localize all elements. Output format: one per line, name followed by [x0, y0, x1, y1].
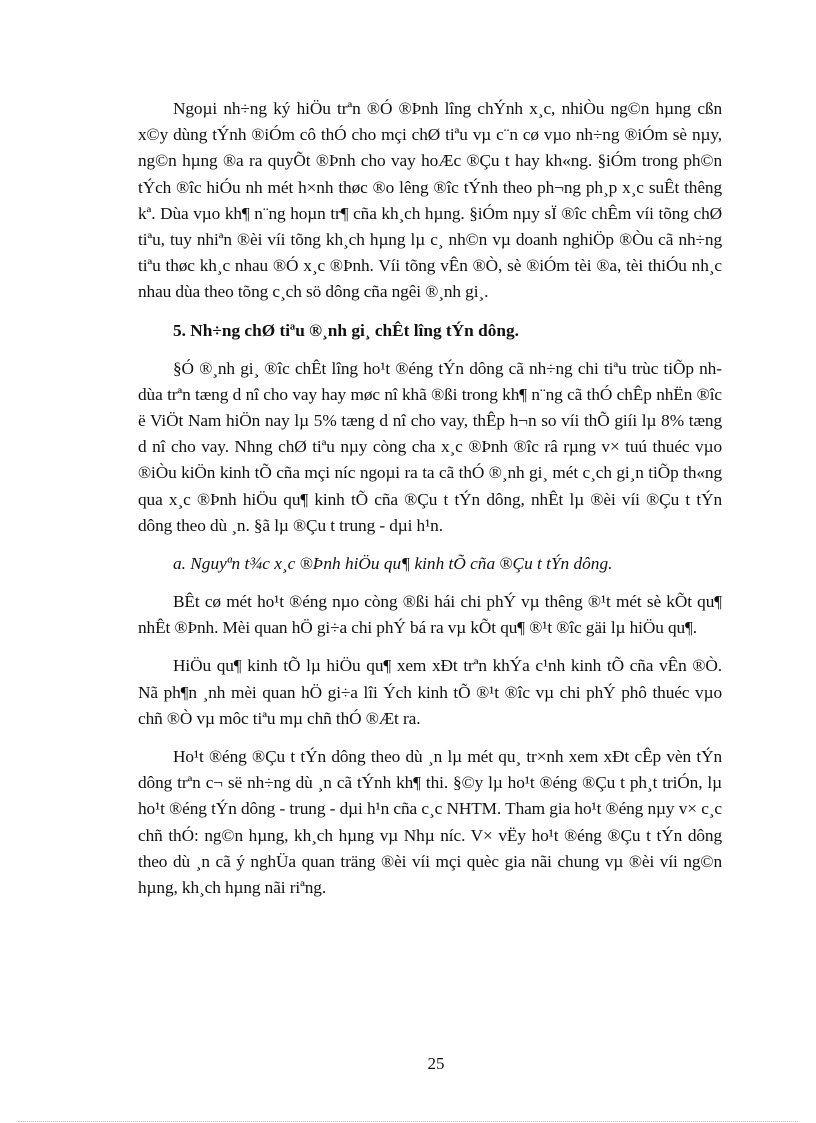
paragraph-credit-quality-evaluation: §Ó ®¸nh gi¸ ®îc chÊt lîng ho¹t ®éng tÝn dông cã nh÷ng chi tiªu trùc tiÕp nh dùa trªn tæng d nî cho vay hay møc nî khã ®ßi trong kh¶ n¨ng cã thÓ chÊp nhËn ®îc ë ViÖt Nam hiÖn nay lµ 5% tæng d nî cho vay, thÊp h¬n so víi thÕ giíi lµ 8% tæng d nî cho vay. Nhng chØ tiªu nµy còng cha x¸c ®Þnh ®îc râ rµng v× tuú thuéc vµo ®iÒu kiÖn kinh tÕ cña mçi níc ngoµi ra ta cã thÓ ®¸nh gi¸ mét c¸ch gi¸n tiÕp th«ng qua x¸c ®Þnh hiÖu qu¶ kinh tÕ cña ®Çu t tÝn dông, nhÊt lµ ®èi víi ®Çu t tÝn dông theo dù ¸n. §ã lµ ®Çu t trung - dµi h¹n.: [138, 358, 722, 535]
section-heading-credit-quality-indicators: 5. Nh÷ng chØ tiªu ®¸nh gi¸ chÊt lîng tÝn dông.: [173, 320, 519, 340]
page-number: 25: [427, 1054, 445, 1073]
page-bottom-divider: [18, 1121, 798, 1122]
subsection-heading-efficiency-principles: a. Nguyªn t¾c x¸c ®Þnh hiÖu qu¶ kinh tÕ cña ®Çu t tÝn dông.: [173, 554, 613, 574]
paragraph-cost-result-relation: BÊt cø mét ho¹t ®éng nµo còng ®ßi hái chi phÝ vµ thêng ®¹t mét sè kÕt qu¶ nhÊt ®Þnh. Mèi quan hÖ gi÷a chi phÝ bá ra vµ kÕt qu¶ ®¹t ®îc gäi lµ hiÖu qu¶.: [138, 592, 722, 638]
paragraph-project-credit-investment: Ho¹t ®éng ®Çu t tÝn dông theo dù ¸n lµ mét qu¸ tr×nh xem xÐt cÊp vèn tÝn dông trªn c¬ së nh÷ng dù ¸n cã tÝnh kh¶ thi. §©y lµ ho¹t ®éng ®Çu t ph¸t triÓn, lµ ho¹t ®éng tÝn dông - trung - dµi h¹n cña c¸c NHTM. Tham gia ho¹t ®éng nµy v× c¸c chñ thÓ: ng©n hµng, kh¸ch hµng vµ Nhµ níc. V× vËy ho¹t ®éng ®Çu t tÝn dông theo dù ¸n cã ý nghÜa quan träng ®èi víi mçi quèc gia nãi chung vµ ®èi víi ng©n hµng, kh¸ch hµng nãi riªng.: [138, 747, 722, 898]
page-content: [138, 96, 722, 913]
paragraph-economic-efficiency: HiÖu qu¶ kinh tÕ lµ hiÖu qu¶ xem xÐt trªn khÝa c¹nh kinh tÕ cña vÊn ®Ò. Nã ph¶n ¸nh mèi quan hÖ gi÷a lîi Ých kinh tÕ ®¹t ®îc vµ chi phÝ phô thuéc vµo chñ ®Ò vµ môc tiªu mµ chñ thÓ ®Æt ra.: [138, 656, 722, 728]
paragraph-scoring-methods: Ngoµi nh÷ng ký hiÖu trªn ®Ó ®Þnh lîng chÝnh x¸c, nhiÒu ng©n hµng cßn x©y dùng tÝnh ®iÓm cô thÓ cho mçi chØ tiªu vµ c¨n cø vµo nh÷ng ®iÓm sè nµy, ng©n hµng ®a ra quyÕt ®Þnh cho vay hoÆc ®Çu t hay kh«ng. §iÓm trong ph©n tÝch ®îc hiÓu nh mét h×nh thøc ®o lêng ®îc tÝnh theo ph¬ng ph¸p x¸c suÊt thêng kª. Dùa vµo kh¶ n¨ng hoµn tr¶ cña kh¸ch hµng. §iÓm nµy sÏ ®îc chÊm víi tõng chØ tiªu, tuy nhiªn ®èi víi tõng kh¸ch hµng lµ c¸ nh©n vµ doanh nghiÖp ®Òu cã nh÷ng tiªu thøc kh¸c nhau ®Ó x¸c ®Þnh. Víi tõng vÊn ®Ò, sè ®iÓm tèi ®a, tèi thiÓu nh¸c nhau dùa theo tõng c¸ch sö dông cña ngêi ®¸nh gi¸.: [138, 99, 722, 302]
